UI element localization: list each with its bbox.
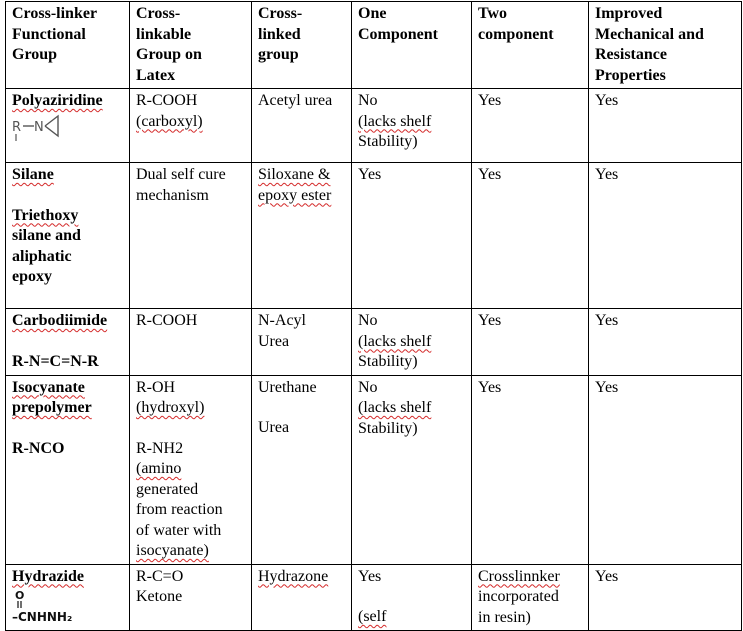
cell-two-component: Yes bbox=[472, 309, 589, 376]
table-row bbox=[6, 309, 742, 376]
cell-improved: Yes bbox=[589, 309, 742, 376]
cell-latex-group: R-COOH (carboxyl) bbox=[130, 89, 252, 163]
cell-improved: Yes bbox=[589, 564, 742, 631]
header-crosslinker: Cross-linker Functional Group bbox=[6, 2, 130, 89]
crosslinker-name: Isocyanate bbox=[12, 378, 85, 396]
header-linked-group: Cross- linked group bbox=[252, 2, 352, 89]
svg-text:R: R bbox=[12, 119, 22, 135]
cell-linked-group: Urethane Urea bbox=[252, 375, 352, 564]
crosslinker-name: Polyaziridine bbox=[12, 92, 103, 109]
cell-two-component: Crosslinnker incorporated in resin) bbox=[472, 564, 589, 631]
cell-latex-group: R-C=O Ketone bbox=[130, 564, 252, 631]
cell-latex-group: R-OH (hydroxyl) R-NH2 (amino generated from reaction of water with isocyanate) bbox=[130, 375, 252, 564]
crosslinker-name: Silane bbox=[12, 166, 54, 183]
aziridine-structure-icon bbox=[12, 112, 82, 142]
cell-two-component: Yes bbox=[472, 163, 589, 309]
header-one-component: One Component bbox=[352, 2, 472, 89]
hydrazide-structure-icon bbox=[12, 587, 102, 627]
cell-latex-group: R-COOH bbox=[130, 309, 252, 376]
svg-text:N: N bbox=[34, 119, 44, 135]
table-row bbox=[6, 564, 742, 631]
cell-crosslinker bbox=[6, 564, 130, 631]
cell-one-component: No (lacks shelf Stability) bbox=[352, 309, 472, 376]
cell-one-component: No (lacks shelf Stability) bbox=[352, 89, 472, 163]
header-row bbox=[6, 2, 742, 89]
header-two-component: Two component bbox=[472, 2, 589, 89]
crosslinker-name: Hydrazide bbox=[12, 567, 84, 585]
cell-one-component: No (lacks shelf Stability) bbox=[352, 375, 472, 564]
cell-linked-group: Acetyl urea bbox=[252, 89, 352, 163]
cell-crosslinker: Isocyanate prepolymer R-NCO bbox=[6, 375, 130, 564]
table-row bbox=[6, 89, 742, 163]
cell-one-component: Yes bbox=[352, 163, 472, 309]
cell-improved: Yes bbox=[589, 375, 742, 564]
cell-crosslinker: Carbodiimide R-N=C=N-R bbox=[6, 309, 130, 376]
cell-latex-group: Dual self cure mechanism bbox=[130, 163, 252, 309]
cell-improved: Yes bbox=[589, 163, 742, 309]
cell-one-component: Yes (self bbox=[352, 564, 472, 631]
header-improved: Improved Mechanical and Resistance Properties bbox=[589, 2, 742, 89]
header-latex-group: Cross- linkable Group on Latex bbox=[130, 2, 252, 89]
cell-linked-group: Hydrazone bbox=[252, 564, 352, 631]
oxygen-label: O bbox=[15, 589, 25, 602]
table-row bbox=[6, 163, 742, 309]
cell-two-component: Yes bbox=[472, 375, 589, 564]
hydrazide-formula: –CNHNH₂ bbox=[12, 610, 73, 624]
cell-crosslinker: Silane Triethoxy silane and aliphatic epoxy bbox=[6, 163, 130, 309]
cell-improved: Yes bbox=[589, 89, 742, 163]
cell-crosslinker bbox=[6, 89, 130, 163]
table-row bbox=[6, 375, 742, 564]
crosslinker-name: Carbodiimide bbox=[12, 312, 108, 329]
cell-linked-group: N-Acyl Urea bbox=[252, 309, 352, 376]
cell-linked-group: Siloxane & epoxy ester bbox=[252, 163, 352, 309]
cell-two-component: Yes bbox=[472, 89, 589, 163]
crosslinker-table bbox=[5, 1, 742, 631]
